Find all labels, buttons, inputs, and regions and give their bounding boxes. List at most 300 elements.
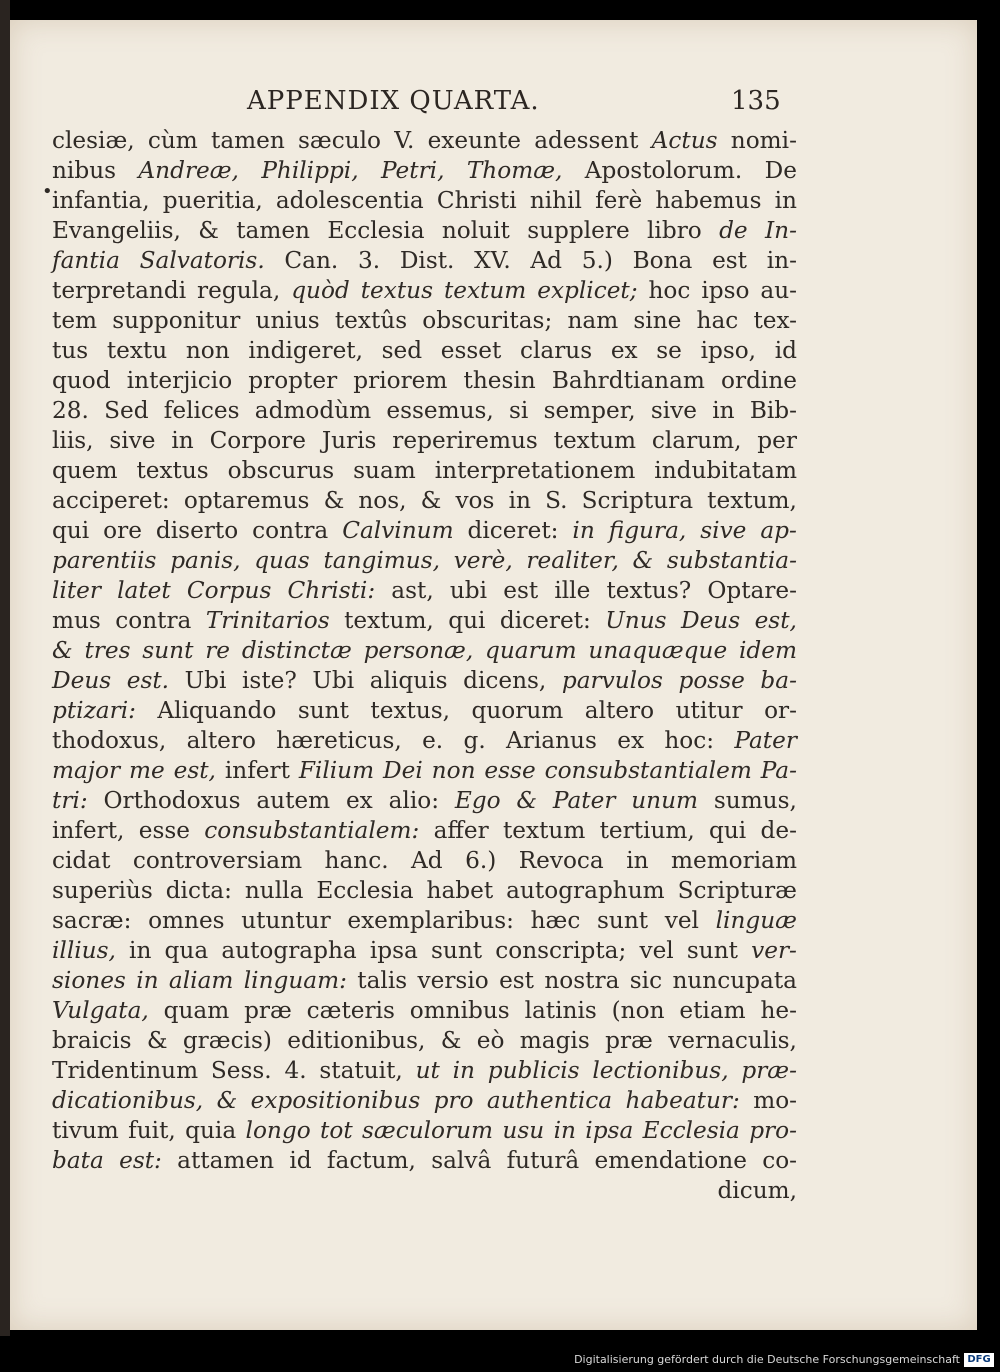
word: supplere: [527, 217, 630, 244]
word: De: [764, 157, 797, 184]
word: hoc:: [664, 727, 715, 754]
word: nomi-: [730, 127, 797, 154]
word: usu: [502, 1117, 545, 1144]
word: Revoca: [518, 847, 604, 874]
word: quorum: [471, 697, 564, 724]
word: tangimus,: [323, 547, 440, 574]
word: admodùm: [254, 397, 372, 424]
word: nostra: [544, 967, 620, 994]
word: Ego: [454, 787, 501, 814]
word: ille: [554, 577, 591, 604]
word: de-: [760, 817, 797, 844]
word: non: [431, 757, 476, 784]
word: habemus: [655, 187, 762, 214]
word: optaremus: [183, 487, 310, 514]
word: Scripturæ: [677, 877, 797, 904]
word: non: [185, 337, 230, 364]
word: ex: [345, 787, 373, 814]
word: in: [129, 937, 152, 964]
word: unaquæque: [588, 637, 728, 664]
word: clarus: [520, 337, 593, 364]
word: supponitur: [112, 307, 241, 334]
word: est: [499, 967, 535, 994]
word: priorem: [353, 367, 448, 394]
word: Pater: [734, 727, 797, 754]
word: consubstantialem:: [204, 817, 420, 844]
word: felices: [163, 397, 240, 424]
word: textus,: [370, 697, 451, 724]
word: re: [205, 637, 231, 664]
word: obscurus: [227, 457, 335, 484]
word: g.: [463, 727, 486, 754]
word: vos: [455, 487, 495, 514]
word: siones: [52, 967, 126, 994]
scan-left-edge: [0, 0, 10, 1336]
word: in: [171, 427, 194, 454]
word: cùm: [147, 127, 198, 154]
word: Scriptura: [581, 487, 694, 514]
word: Deus: [680, 607, 741, 634]
text-line: [52, 1026, 797, 1056]
dfg-logo: DFG: [964, 1353, 994, 1367]
word: Salvatoris.: [139, 247, 265, 274]
word: acciperet:: [52, 487, 170, 514]
word: præ: [605, 1027, 653, 1054]
word: Philippi,: [261, 157, 359, 184]
text-line: [52, 366, 797, 396]
word: Pa-: [760, 757, 797, 784]
word: 3.: [358, 247, 381, 274]
word: e.: [422, 727, 444, 754]
word: longo: [245, 1117, 311, 1144]
word: sunt: [142, 637, 194, 664]
word: &: [516, 787, 538, 814]
word: Evangeliis,: [52, 217, 181, 244]
word: quem: [52, 457, 118, 484]
word: Christi:: [287, 577, 376, 604]
word: altero: [186, 727, 256, 754]
word: exemplaribus:: [347, 907, 514, 934]
word: tex-: [753, 307, 797, 334]
word: in: [626, 847, 649, 874]
text-line: [52, 876, 797, 906]
word: tamen: [211, 127, 285, 154]
word: qui: [448, 607, 486, 634]
text-line: [52, 486, 797, 516]
word: unum: [631, 787, 699, 814]
word: ipsa: [585, 1117, 634, 1144]
word: indubitatam: [654, 457, 797, 484]
word: si: [509, 397, 529, 424]
word: thodoxus,: [52, 727, 167, 754]
word: aliquis: [369, 667, 448, 694]
word: ex: [610, 337, 638, 364]
body-text: [52, 126, 797, 1206]
word: esse: [484, 757, 536, 784]
word: nulla: [244, 877, 304, 904]
word: Andreæ,: [138, 157, 239, 184]
word: est:: [119, 1147, 162, 1174]
word: in: [553, 1117, 576, 1144]
text-line: [52, 786, 797, 816]
text-line: [52, 1146, 797, 1176]
word: esse: [138, 817, 190, 844]
word: textus: [136, 457, 209, 484]
word: &: [440, 1027, 462, 1054]
word: tamen: [236, 217, 310, 244]
word: braicis: [52, 1027, 132, 1054]
word: ptizari:: [52, 697, 136, 724]
word: hoc: [648, 277, 691, 304]
word: pueritia,: [162, 187, 263, 214]
word: tertium,: [599, 817, 695, 844]
word: vernaculis,: [668, 1027, 797, 1054]
word: Sed: [104, 397, 149, 424]
word: ver-: [751, 937, 797, 964]
word: altero: [584, 697, 655, 724]
word: adolescentia: [275, 187, 424, 214]
word: est: [712, 247, 748, 274]
word: Christi: [436, 187, 517, 214]
word: tri:: [52, 787, 88, 814]
word: sacræ:: [52, 907, 132, 934]
word: textûs: [334, 307, 408, 334]
word: textum: [553, 427, 636, 454]
word: omnes: [148, 907, 225, 934]
word: sunt: [297, 697, 349, 724]
word: adessent: [534, 127, 639, 154]
word: Orthodoxus: [103, 787, 241, 814]
word: lectionibus,: [592, 1057, 729, 1084]
word: tem: [52, 307, 98, 334]
word: infert,: [52, 817, 125, 844]
word: quas: [254, 547, 310, 574]
running-head: APPENDIX QUARTA.: [247, 86, 540, 116]
word: per: [757, 427, 797, 454]
word: Calvinum: [342, 517, 454, 544]
word: de: [719, 217, 748, 244]
word: diserto: [155, 517, 239, 544]
word: iste?: [242, 667, 297, 694]
word: Ecclesia: [642, 1117, 740, 1144]
word: &: [52, 637, 73, 664]
word: tus: [52, 337, 89, 364]
word: est,: [754, 607, 797, 634]
word: sed: [381, 337, 423, 364]
word: qui: [52, 517, 90, 544]
word: authentica: [486, 1087, 613, 1114]
word: personæ,: [363, 637, 474, 664]
word: co-: [762, 1147, 797, 1174]
word: &: [420, 487, 442, 514]
word: esset: [440, 337, 502, 364]
word: ut: [415, 1057, 440, 1084]
word: hanc.: [324, 847, 389, 874]
word: diceret:: [499, 607, 591, 634]
text-line: [52, 276, 797, 306]
word: sive: [650, 397, 698, 424]
word: panis,: [170, 547, 241, 574]
word: omnibus: [409, 997, 510, 1024]
word: editionibus,: [287, 1027, 426, 1054]
word: 5.): [581, 247, 613, 274]
word: in: [136, 967, 159, 994]
text-line: [52, 966, 797, 996]
word: memoriam: [670, 847, 797, 874]
word: Optare-: [707, 577, 797, 604]
word: cidat: [52, 847, 111, 874]
word: salvâ: [431, 1147, 492, 1174]
text-line: [52, 636, 797, 666]
word: realiter,: [526, 547, 619, 574]
word: Apostolorum.: [584, 157, 743, 184]
word: nos,: [358, 487, 407, 514]
word: Ad: [411, 847, 443, 874]
word: indigeret,: [248, 337, 363, 364]
word: Juris: [321, 427, 377, 454]
word: Ecclesia: [316, 877, 414, 904]
word: Ad: [530, 247, 563, 274]
word: quam: [163, 997, 230, 1024]
word: dicens,: [463, 667, 547, 694]
word: græcis): [182, 1027, 272, 1054]
word: sunt: [596, 907, 649, 934]
word: cæteris: [306, 997, 395, 1024]
word: autem: [256, 787, 331, 814]
word: ba-: [760, 667, 797, 694]
word: id: [289, 1147, 312, 1174]
word: unius: [255, 307, 320, 334]
text-line: [52, 216, 797, 246]
word: propter: [248, 367, 338, 394]
word: est: [503, 577, 539, 604]
word: conscripta;: [495, 937, 627, 964]
word: &: [632, 547, 654, 574]
word: obscuritas;: [422, 307, 553, 334]
word: sunt: [431, 937, 483, 964]
word: &: [323, 487, 345, 514]
word: noluit: [441, 217, 510, 244]
word: factum,: [326, 1147, 416, 1174]
word: sive: [109, 427, 156, 454]
word: hæc: [530, 907, 581, 934]
word: diceret:: [467, 517, 559, 544]
word: Pater: [552, 787, 616, 814]
word: linguam:: [243, 967, 347, 994]
text-line: [52, 696, 797, 726]
word: essemus,: [386, 397, 494, 424]
word: interpretationem: [434, 457, 636, 484]
text-line: [52, 306, 797, 336]
word: nihil: [529, 187, 582, 214]
funding-credit: Digitalisierung gefördert durch die Deutsche Forschungsgemeinschaft: [574, 1353, 960, 1366]
text-line: [52, 1116, 797, 1146]
word: fantia: [52, 247, 120, 274]
word: in: [774, 187, 797, 214]
word: etiam: [679, 997, 746, 1024]
word: id: [774, 337, 797, 364]
word: nuncupata: [672, 967, 797, 994]
word: in: [508, 487, 531, 514]
page-header: [0, 86, 1000, 126]
word: tivum: [52, 1117, 119, 1144]
word: utitur: [675, 697, 743, 724]
word: Can.: [284, 247, 339, 274]
word: Trinitarios: [205, 607, 330, 634]
word: hæreticus,: [276, 727, 402, 754]
word: me: [128, 757, 165, 784]
word: emendatione: [594, 1147, 747, 1174]
word: bata: [52, 1147, 104, 1174]
text-line: [52, 456, 797, 486]
word: Unus: [605, 607, 667, 634]
word: contra: [115, 607, 192, 634]
word: (non: [611, 997, 665, 1024]
word: Ecclesia: [327, 217, 425, 244]
word: sive: [700, 517, 747, 544]
word: Deus: [52, 667, 112, 694]
word: qua: [164, 937, 209, 964]
word: regula,: [197, 277, 281, 304]
word: superiùs: [52, 877, 153, 904]
word: &: [146, 1027, 168, 1054]
word: latinis: [524, 997, 597, 1024]
word: infert: [224, 757, 290, 784]
word: figura,: [608, 517, 687, 544]
word: controversiam: [132, 847, 303, 874]
word: quòd: [291, 277, 350, 304]
word: clarum,: [651, 427, 742, 454]
word: he-: [760, 997, 797, 1024]
word: in: [712, 397, 735, 424]
text-line: [52, 396, 797, 426]
word: qui: [709, 817, 747, 844]
word: est,: [173, 757, 216, 784]
word: attamen: [177, 1147, 275, 1174]
text-line: [52, 186, 797, 216]
word: textu: [106, 337, 168, 364]
word: Dist.: [399, 247, 455, 274]
word: posse: [678, 667, 745, 694]
word: illius,: [52, 937, 116, 964]
word: reperiremus: [392, 427, 538, 454]
word: ipso: [701, 277, 750, 304]
word: Ubi: [312, 667, 355, 694]
text-line: [52, 816, 797, 846]
word: parentiis: [52, 547, 157, 574]
word: in: [572, 517, 595, 544]
word: autographa: [221, 937, 357, 964]
word: libro: [647, 217, 702, 244]
word: Tridentinum: [52, 1057, 199, 1084]
word: pro: [433, 1087, 474, 1114]
word: tot: [320, 1117, 353, 1144]
word: ore: [103, 517, 142, 544]
word: ipsa: [369, 937, 418, 964]
word: ubi: [449, 577, 488, 604]
text-line: [52, 996, 797, 1026]
word: Sess.: [210, 1057, 272, 1084]
text-line: [52, 546, 797, 576]
text-line: [52, 906, 797, 936]
word: consubstantialem: [544, 757, 752, 784]
word: Bahrdtianam: [551, 367, 705, 394]
word: nibus: [52, 157, 117, 184]
word: distinctæ: [241, 637, 352, 664]
word: præ-: [741, 1057, 797, 1084]
word: linguæ: [715, 907, 797, 934]
word: hac: [696, 307, 739, 334]
word: explicet;: [537, 277, 638, 304]
word: &: [198, 217, 219, 244]
text-line: [52, 666, 797, 696]
text-line: [52, 426, 797, 456]
word: est.: [126, 667, 170, 694]
word: ast,: [391, 577, 434, 604]
word: Filium: [298, 757, 375, 784]
word: Vulgata,: [52, 997, 149, 1024]
text-line: [52, 726, 797, 756]
word: 4.: [284, 1057, 307, 1084]
word: textum,: [707, 487, 797, 514]
word: affer: [433, 817, 489, 844]
word: versio: [417, 967, 489, 994]
word: XV.: [474, 247, 511, 274]
word: infantia,: [52, 187, 150, 214]
word: substantia-: [666, 547, 797, 574]
text-line: [52, 156, 797, 186]
word: alio:: [388, 787, 440, 814]
word: aliam: [168, 967, 234, 994]
word: fuit,: [128, 1117, 176, 1144]
word: habeatur:: [625, 1087, 740, 1114]
word: ap-: [760, 517, 797, 544]
word: mus: [52, 607, 101, 634]
word: vel: [639, 937, 674, 964]
word: ex: [617, 727, 645, 754]
word: textus: [360, 277, 433, 304]
word: Corpore: [209, 427, 306, 454]
word: suam: [353, 457, 416, 484]
word: Petri,: [380, 157, 445, 184]
word: utuntur: [241, 907, 331, 934]
word: major: [52, 757, 121, 784]
word: Corpus: [186, 577, 272, 604]
text-line: [52, 246, 797, 276]
word: Bona: [632, 247, 693, 274]
word: quarum: [485, 637, 577, 664]
word: sic: [629, 967, 663, 994]
text-line: [52, 126, 797, 156]
word: sumus,: [713, 787, 797, 814]
catchword: dicum,: [717, 1177, 797, 1204]
word: talis: [357, 967, 408, 994]
word: Dei: [383, 757, 423, 784]
word: quod: [52, 367, 111, 394]
word: quia: [185, 1117, 237, 1144]
word: latet: [117, 577, 171, 604]
margin-mark: •: [42, 181, 53, 202]
page-number: 135: [731, 86, 781, 116]
text-line: [52, 516, 797, 546]
word: tres: [84, 637, 131, 664]
text-line: [52, 756, 797, 786]
word: textum: [502, 817, 586, 844]
word: dicationibus,: [52, 1087, 204, 1114]
word: sunt: [686, 937, 738, 964]
word: semper,: [543, 397, 636, 424]
word: eò: [476, 1027, 505, 1054]
